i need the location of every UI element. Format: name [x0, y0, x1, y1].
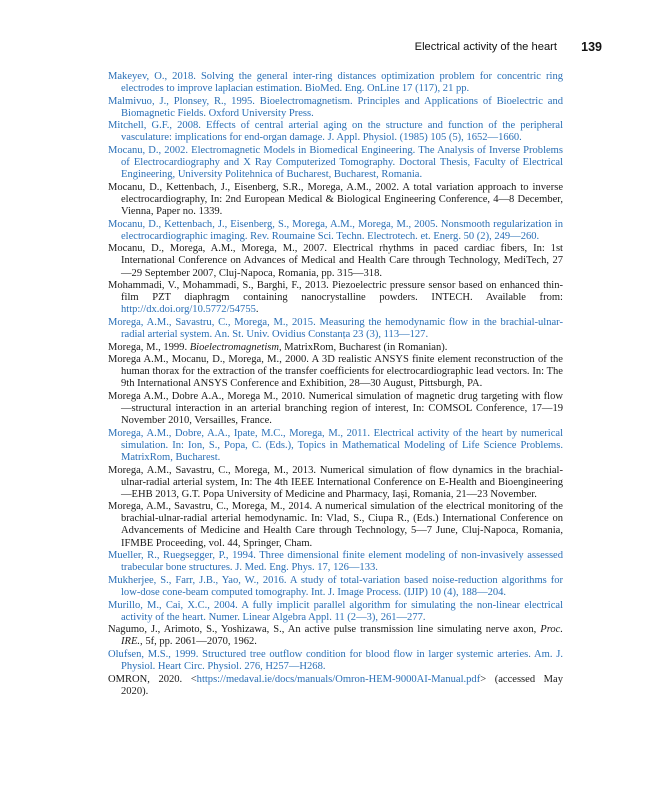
reference-text: Mocanu, D., Kettenbach, J., Eisenberg, S.R., Morega, A.M., 2002. A total variation approach to inverse electrocardiography, In: 2nd European Medical & Biological Engineering Conference, 4—8 December, Vienna, Paper no. 1339.	[108, 181, 563, 218]
reference-text: Murillo, M., Cai, X.C., 2004. A fully implicit parallel algorithm for simulating the non-linear electrical activity of the heart. Numer. Linear Algebra Appl. 11 (2—3), 261—277.	[108, 599, 563, 623]
reference-entry	[108, 342, 563, 354]
reference-entry	[108, 465, 563, 501]
reference-entry[interactable]	[108, 575, 563, 599]
reference-text: Mueller, R., Ruegsegger, P., 1994. Three dimensional finite element modeling of non-invasively assessed trabecular bone structures. J. Med. Eng. Phys. 17, 126—133.	[108, 550, 563, 574]
reference-entry[interactable]	[108, 145, 563, 181]
reference-entry	[108, 182, 563, 218]
reference-entry	[108, 280, 563, 316]
reference-entry[interactable]	[108, 550, 563, 574]
reference-entry	[108, 243, 563, 279]
reference-text: Nagumo, J., Arimoto, S., Yoshizawa, S., An active pulse transmission line simulating nerve axon,	[108, 624, 541, 636]
reference-entry[interactable]	[108, 317, 563, 341]
reference-text: Morega, M., 1999.	[108, 341, 190, 353]
reference-text: Morega A.M., Mocanu, D., Morega, M., 2000. A 3D realistic ANSYS finite element reconstruction of the human thorax for the extraction of the transfer coefficients for electrocardiographic lead vectors. In: The 9th International ANSYS Conference and Exhibition, 28—30 August, Pittsburgh, PA.	[108, 354, 563, 390]
reference-italic-title: Bioelectromagnetism	[189, 341, 279, 353]
reference-text: Mukherjee, S., Farr, J.B., Yao, W., 2016. A study of total-variation based noise-reduction algorithms for low-dose cone-beam computed tomography. Int. J. Image Process. (IJIP) 10 (4), 188—204.	[108, 574, 563, 598]
reference-entry	[108, 354, 563, 390]
reference-text: Morega, A.M., Dobre, A.A., Ipate, M.C., Morega, M., 2011. Electrical activity of the heart by numerical simulation. In: Ion, S., Popa, C. (Eds.), Topics in Mathematical Modeling of Life Science Problems. MatrixRom, Bucharest.	[108, 427, 563, 463]
reference-text: Morega, A.M., Savastru, C., Morega, M., 2013. Numerical simulation of flow dynamics in the brachial-ulnar-radial arterial system, In: The 4th IEEE International Conference on E-Health and Bioengineering—EHB 2013, G.T. Popa University of Medicine and Pharmacy, Iași, Romania, 21—23 November.	[108, 464, 563, 500]
reference-entry[interactable]	[108, 219, 563, 243]
reference-italic-title: Proc. IRE.	[121, 624, 563, 648]
reference-text: Mocanu, D., Kettenbach, J., Eisenberg, S., Morega, A.M., Morega, M., 2005. Nonsmooth regularization in electrocardiographic imaging. Rev. Roumaine Sci. Techn. Electrotech. et. Energ. 50 (2), 249—260.	[108, 218, 563, 242]
reference-text: Makeyev, O., 2018. Solving the general inter-ring distances optimization problem for concentric ring electrodes to improve laplacian estimation. BioMed. Eng. OnLine 17 (117), 21 pp.	[108, 71, 563, 95]
reference-entry	[108, 674, 563, 698]
reference-text: Mocanu, D., Morega, A.M., Morega, M., 2007. Electrical rhythms in paced cardiac fibers, In: 1st International Conference on Advances of Medical and Health Care through Technology, MediTech, 27—29 September 2007, Cluj-Napoca, Romania, pp. 315—318.	[108, 243, 563, 279]
reference-tail: .	[255, 304, 259, 316]
reference-text: Malmivuo, J., Plonsey, R., 1995. Bioelectromagnetism. Principles and Applications of Bioelectric and Biomagnetic Fields. Oxford University Press.	[108, 95, 563, 119]
reference-list	[108, 71, 563, 698]
reference-text: Mohammadi, V., Mohammadi, S., Barghi, F., 2013. Piezoelectric pressure sensor based on enhanced thin-film PZT diaphragm containing nanocrystalline powders. INTECH. Available from:	[108, 280, 563, 304]
reference-entry[interactable]	[108, 428, 563, 464]
reference-entry[interactable]	[108, 120, 563, 144]
reference-url-link[interactable]: http://dx.doi.org/10.5772/54755	[121, 304, 256, 316]
reference-text: Mocanu, D., 2002. Electromagnetic Models in Biomedical Engineering. The Analysis of Inverse Problems of Electrocardiography and X Ray Computerized Tomography. Doctoral Thesis, Faculty of Electrical Engineering, University Politehnica of Bucharest, Bucharest, Romania.	[108, 145, 563, 181]
reference-text: Mitchell, G.F., 2008. Effects of central arterial aging on the structure and function of the peripheral vasculature: implications for end-organ damage. J. Appl. Physiol. (1985) 105 (5), 1652—1660.	[108, 120, 563, 144]
reference-text: Morega, A.M., Savastru, C., Morega, M., 2015. Measuring the hemodynamic flow in the brachial-ulnar-radial arterial system. An. St. Univ. Ovidius Constanța 23 (3), 113—127.	[108, 316, 563, 340]
reference-entry	[108, 624, 563, 648]
reference-entry[interactable]	[108, 600, 563, 624]
reference-text: Morega, A.M., Savastru, C., Morega, M., 2014. A numerical simulation of the electrical monitoring of the brachial-ulnar-radial arterial hemodynamic. In: Vlad, S., Ciupa R., (Eds.) International Conference on Advancements of Medicine and Health Care through Technology, 5—7 June, Cluj-Napoca, Romania, IFMBE Proceeding, vol. 44, Springer, Cham.	[108, 501, 563, 549]
reference-entry[interactable]	[108, 71, 563, 95]
page-number: 139	[581, 40, 602, 54]
reference-text: OMRON, 2020. <	[108, 673, 197, 685]
reference-entry	[108, 391, 563, 427]
running-title: Electrical activity of the heart	[414, 41, 557, 53]
reference-url-link[interactable]: https://medaval.ie/docs/manuals/Omron-HEM-9000AI-Manual.pdf	[196, 673, 481, 685]
reference-entry[interactable]	[108, 649, 563, 673]
reference-text: Olufsen, M.S., 1999. Structured tree outflow condition for blood flow in larger systemic arteries. Am. J. Physiol. Heart Circ. Physiol. 276, H257—H268.	[108, 648, 563, 672]
reference-tail: , 5f, pp. 2061—2070, 1962.	[140, 636, 257, 648]
reference-entry	[108, 501, 563, 549]
reference-entry[interactable]	[108, 96, 563, 120]
reference-tail: , MatrixRom, Bucharest (in Romanian).	[278, 341, 448, 353]
reference-text: Morega A.M., Dobre A.A., Morega M., 2010. Numerical simulation of magnetic drug targeting with flow—structural interaction in an arterial branching region of interest, In: COMSOL Conference, 17—19 November 2010, Versailles, France.	[108, 390, 563, 427]
reference-tail: > (accessed May 2020).	[121, 673, 563, 697]
running-header	[0, 41, 648, 57]
